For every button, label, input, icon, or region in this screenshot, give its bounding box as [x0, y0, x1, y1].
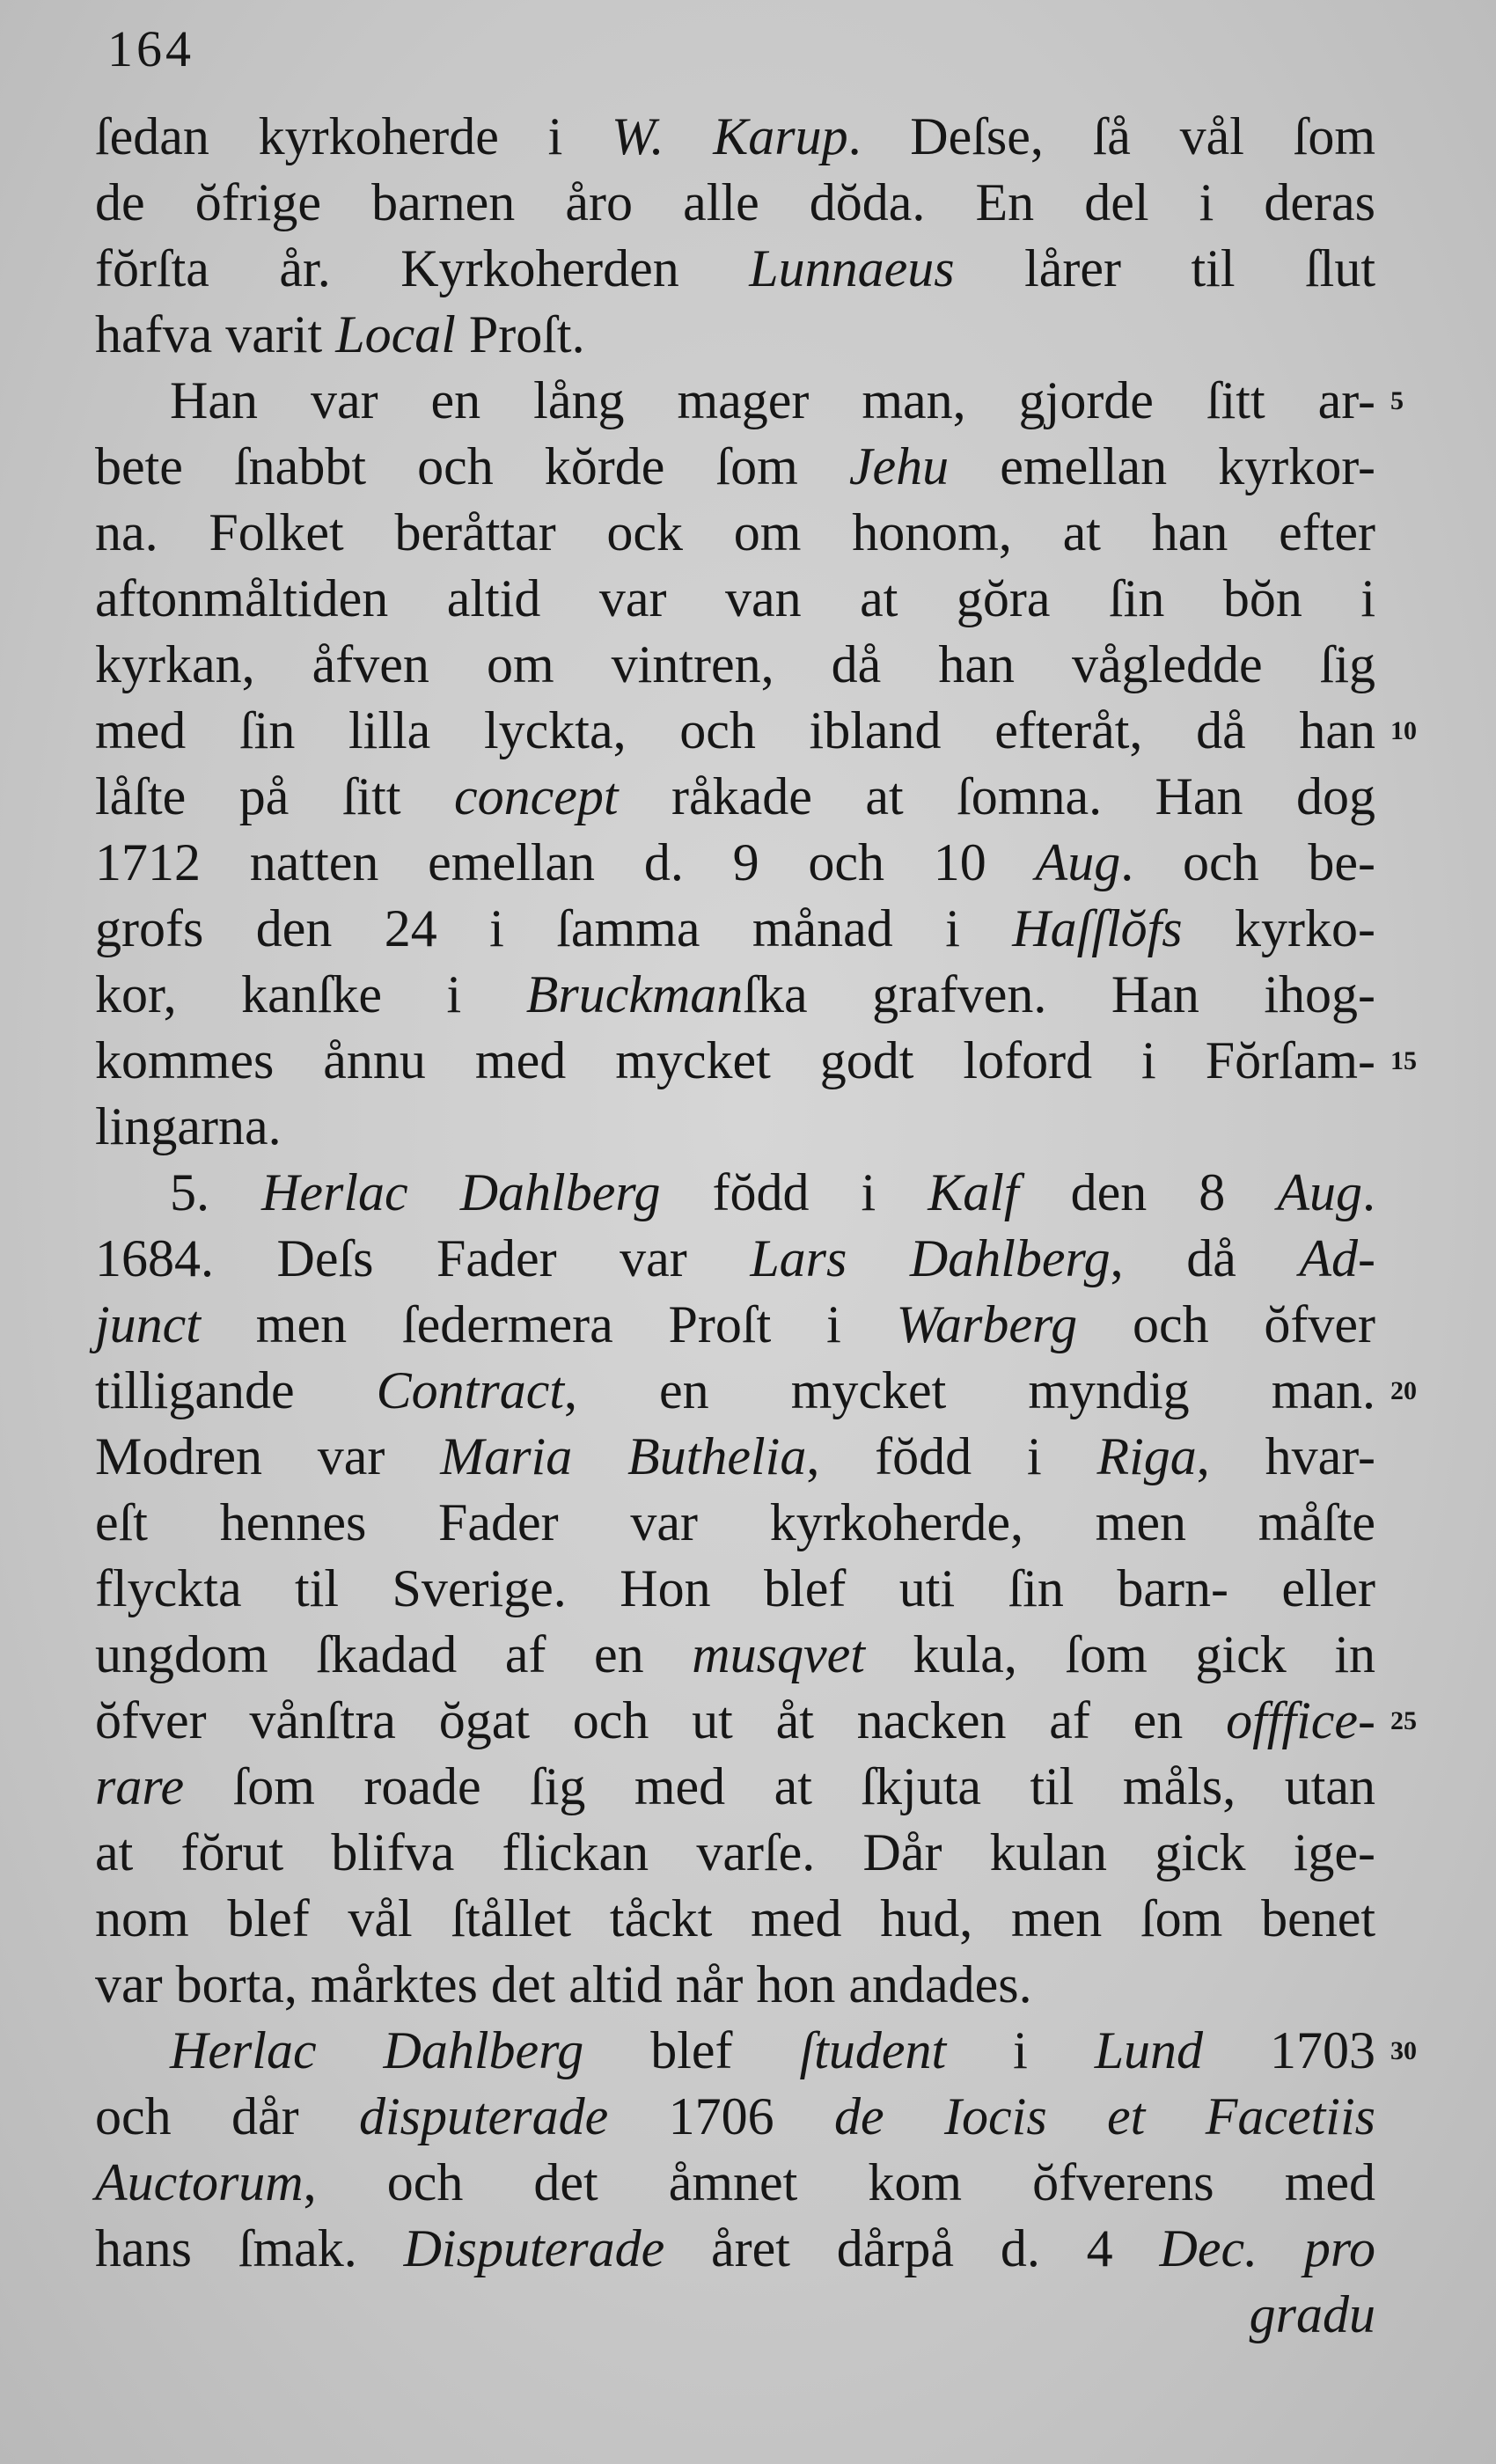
italic-text: de Iocis et Facetiis	[834, 2087, 1375, 2145]
text-segment: och dår	[95, 2087, 359, 2145]
text-segment: kula, ſom gick in	[864, 1625, 1375, 1683]
line-number: 10	[1390, 716, 1417, 745]
text-line	[95, 1490, 1375, 1556]
italic-text: Maria Buthelia	[440, 1427, 807, 1485]
text-segment: . Deſse, ſå vål ſom	[847, 107, 1375, 165]
text-line	[95, 302, 1375, 368]
text-line	[95, 830, 1375, 896]
italic-text: musqvet	[692, 1625, 865, 1683]
text-line	[95, 2018, 1417, 2084]
text-line	[95, 962, 1375, 1028]
italic-text: Herlac Dahlberg	[261, 1163, 661, 1221]
text-line	[95, 1754, 1375, 1820]
text-line	[95, 500, 1375, 566]
text-segment: .	[1362, 1163, 1375, 1221]
italic-text: Kalf	[928, 1163, 1019, 1221]
italic-text: Auctorum	[95, 2153, 304, 2211]
text-segment: , fŏdd i	[806, 1427, 1097, 1485]
text-segment: med ſin lilla lyckta, och ibland efteråt, då han	[95, 701, 1375, 759]
italic-text: Aug	[1035, 833, 1121, 891]
text-line	[95, 2282, 1375, 2348]
italic-text: Riga	[1096, 1427, 1197, 1485]
text-line	[95, 104, 1375, 170]
italic-text: Lunnaeus	[749, 239, 955, 297]
text-segment: na. Folket beråttar ock om honom, at han efter	[95, 503, 1375, 561]
text-line	[95, 1424, 1375, 1490]
text-segment: . och be-	[1120, 833, 1375, 891]
italic-text: Jehu	[848, 437, 950, 495]
italic-text: Disputerade	[403, 2219, 665, 2277]
italic-text: ſtudent	[799, 2021, 947, 2079]
text-segment: var borta, mårktes det altid når hon andades.	[95, 1955, 1032, 2013]
text-segment: 1706	[608, 2087, 835, 2145]
text-line	[95, 2084, 1375, 2150]
text-segment: hafva varit	[95, 305, 336, 363]
text-line	[95, 566, 1375, 632]
italic-text: Contract	[376, 1361, 564, 1419]
text-segment: ſom roade ſig med at ſkjuta til måls, utan	[184, 1757, 1375, 1815]
italic-text: Ad-	[1299, 1229, 1375, 1287]
text-segment: fŏdd i	[660, 1163, 928, 1221]
body-text	[95, 104, 1417, 2348]
text-line	[95, 764, 1375, 830]
text-line	[95, 1622, 1375, 1688]
text-segment: ſedan kyrkoherde i	[95, 107, 612, 165]
text-line	[95, 1160, 1375, 1226]
text-line	[95, 1292, 1375, 1358]
italic-text: disputerade	[358, 2087, 609, 2145]
text-segment: 5.	[170, 1163, 262, 1221]
text-segment: Proſt.	[455, 305, 585, 363]
text-segment: kor, kanſke i	[95, 965, 526, 1023]
text-segment: hans ſmak.	[95, 2219, 404, 2277]
line-number: 25	[1390, 1706, 1417, 1735]
text-segment: men ſedermera Proſt i	[200, 1295, 897, 1353]
text-segment: , hvar-	[1196, 1427, 1376, 1485]
line-number: 15	[1390, 1046, 1417, 1075]
text-segment: emellan kyrkor-	[949, 437, 1375, 495]
text-segment: 1703	[1203, 2021, 1376, 2079]
text-segment: grofs den 24 i ſamma månad i	[95, 899, 1013, 957]
text-segment: eſt hennes Fader var kyrkoherde, men måſte	[95, 1493, 1375, 1551]
text-segment: i	[946, 2021, 1095, 2079]
text-segment: Han var en lång mager man, gjorde ſitt ar-	[170, 371, 1375, 429]
italic-text: Lars Dahlberg	[750, 1229, 1111, 1287]
text-segment: flyckta til Sverige. Hon blef uti ſin barn- eller	[95, 1559, 1375, 1617]
text-segment: ŏfver vånſtra ŏgat och ut åt nacken af en	[95, 1691, 1227, 1749]
text-line	[95, 698, 1417, 764]
page-number: 164	[107, 20, 194, 77]
text-segment: lårer til ſlut	[954, 239, 1375, 297]
text-segment: och ŏfver	[1077, 1295, 1375, 1353]
text-segment: ſka grafven. Han ihog-	[743, 965, 1375, 1023]
text-line	[95, 236, 1375, 302]
text-segment: at fŏrut blifva flickan varſe. Dår kulan gick ige-	[95, 1823, 1375, 1881]
text-line	[95, 632, 1375, 698]
italic-text: gradu	[1249, 2285, 1375, 2343]
italic-text: Aug	[1277, 1163, 1362, 1221]
text-segment: året dårpå d. 4	[664, 2219, 1160, 2277]
text-segment: nom blef vål ſtållet tåckt med hud, men ſom benet	[95, 1889, 1375, 1947]
text-segment: låſte på ſitt	[95, 767, 454, 825]
text-line	[95, 170, 1375, 236]
text-segment: 1684. Deſs Fader var	[95, 1229, 751, 1287]
text-line	[95, 1886, 1375, 1952]
text-line	[95, 1820, 1375, 1886]
text-segment: lingarna.	[95, 1097, 282, 1155]
italic-text: rare	[95, 1757, 185, 1815]
line-number: 20	[1390, 1376, 1417, 1405]
text-segment: , och det åmnet kom ŏfverens med	[303, 2153, 1375, 2211]
italic-text: junct	[95, 1295, 201, 1353]
text-segment: fŏrſta år. Kyrkoherden	[95, 239, 750, 297]
text-line	[95, 1028, 1417, 1094]
text-segment: de ŏfrige barnen åro alle dŏda. En del i deras	[95, 173, 1375, 231]
text-line	[95, 1094, 1375, 1160]
text-segment: den 8	[1018, 1163, 1278, 1221]
line-number: 5	[1390, 386, 1404, 415]
italic-text: offfice-	[1226, 1691, 1375, 1749]
text-segment: kommes ånnu med mycket godt loford i Fŏrſam-	[95, 1031, 1375, 1089]
text-segment: 1712 natten emellan d. 9 och 10	[95, 833, 1036, 891]
text-line	[95, 2150, 1375, 2216]
text-segment: Modren var	[95, 1427, 441, 1485]
text-line	[95, 1226, 1375, 1292]
italic-text: concept	[453, 767, 619, 825]
italic-text: Dec. pro	[1159, 2219, 1376, 2277]
text-line	[95, 1358, 1417, 1424]
text-segment: råkade at ſomna. Han dog	[618, 767, 1375, 825]
text-segment: , då	[1110, 1229, 1300, 1287]
text-segment: kyrko-	[1182, 899, 1375, 957]
text-segment: tilligande	[95, 1361, 377, 1419]
italic-text: W. Karup	[612, 107, 848, 165]
text-segment: blef	[583, 2021, 800, 2079]
italic-text: Lund	[1094, 2021, 1204, 2079]
italic-text: Local	[335, 305, 456, 363]
text-line	[95, 2216, 1375, 2282]
text-line	[95, 368, 1404, 434]
text-line	[95, 1952, 1375, 2018]
italic-text: Herlac Dahlberg	[170, 2021, 584, 2079]
text-line	[95, 434, 1375, 500]
line-number: 30	[1390, 2036, 1417, 2065]
italic-text: Warberg	[896, 1295, 1078, 1353]
text-segment: aftonmåltiden altid var van at gŏra ſin bŏn i	[95, 569, 1375, 627]
text-line	[95, 1556, 1375, 1622]
text-line	[95, 1688, 1417, 1754]
text-segment: ungdom ſkadad af en	[95, 1625, 693, 1683]
italic-text: Bruckman	[525, 965, 744, 1023]
text-segment: , en mycket myndig man.	[564, 1361, 1375, 1419]
text-segment: bete ſnabbt och kŏrde ſom	[95, 437, 849, 495]
italic-text: Haſſlŏfs	[1012, 899, 1183, 957]
text-segment: kyrkan, åfven om vintren, då han vågledde ſig	[95, 635, 1375, 693]
text-line	[95, 896, 1375, 962]
